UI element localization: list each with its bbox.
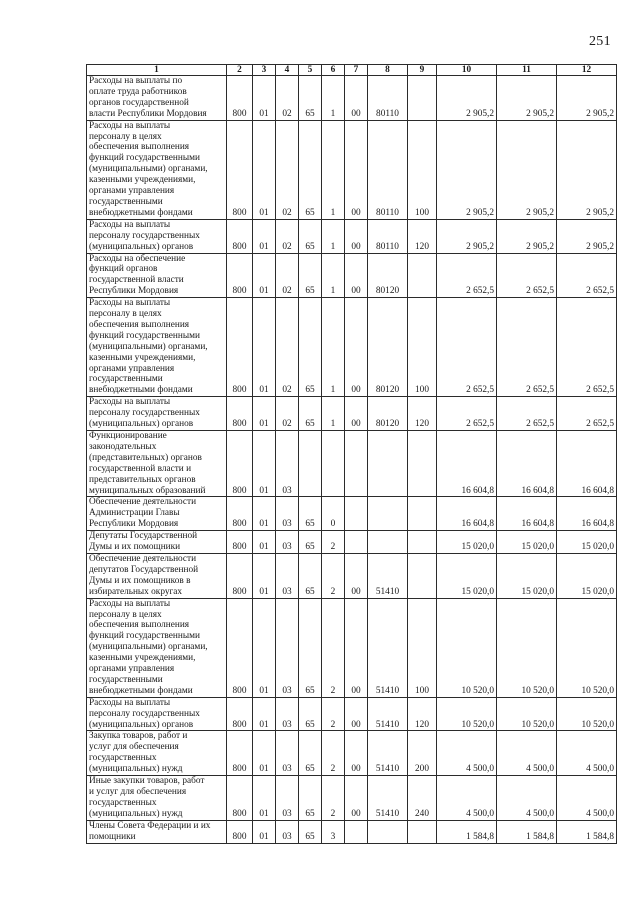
amount-col-11: 2 905,2 — [497, 120, 557, 219]
direction-code — [368, 531, 408, 554]
expense-type-code: 100 — [408, 120, 437, 219]
amount-col-12: 15 020,0 — [557, 553, 617, 598]
section-code: 01 — [253, 253, 276, 298]
table-row — [87, 298, 617, 397]
main-activity-code: 00 — [345, 397, 368, 431]
column-header: 5 — [299, 65, 322, 76]
direction-code: 80120 — [368, 397, 408, 431]
ministry-code: 800 — [227, 76, 253, 121]
direction-code: 80110 — [368, 76, 408, 121]
ministry-code: 800 — [227, 431, 253, 497]
ministry-code: 800 — [227, 731, 253, 776]
ministry-code: 800 — [227, 697, 253, 731]
subprogram-code: 1 — [322, 253, 345, 298]
amount-col-11: 2 905,2 — [497, 219, 557, 253]
expense-name: Депутаты Государственной Думы и их помощники — [87, 531, 227, 554]
amount-col-10: 16 604,8 — [437, 431, 497, 497]
main-activity-code: 00 — [345, 298, 368, 397]
subprogram-code: 1 — [322, 397, 345, 431]
amount-col-12: 4 500,0 — [557, 731, 617, 776]
ministry-code: 800 — [227, 820, 253, 843]
main-activity-code: 00 — [345, 76, 368, 121]
subsection-code: 03 — [276, 697, 299, 731]
direction-code: 51410 — [368, 598, 408, 697]
program-code: 65 — [299, 497, 322, 531]
table-header-row — [87, 65, 617, 76]
amount-col-10: 15 020,0 — [437, 553, 497, 598]
expense-type-code — [408, 431, 437, 497]
amount-col-10: 2 905,2 — [437, 76, 497, 121]
amount-col-10: 4 500,0 — [437, 776, 497, 821]
direction-code: 80110 — [368, 219, 408, 253]
section-code: 01 — [253, 397, 276, 431]
expense-name: Расходы на выплаты персоналу в целях обеспечения выполнения функций государственными (муниципальными) органами, казенными учреждениями, органами управления государственными внебюджетными фондами — [87, 120, 227, 219]
main-activity-code: 00 — [345, 553, 368, 598]
section-code: 01 — [253, 820, 276, 843]
amount-col-12: 2 905,2 — [557, 219, 617, 253]
program-code: 65 — [299, 298, 322, 397]
expense-name: Расходы на выплаты персоналу государственных (муниципальных) органов — [87, 219, 227, 253]
table-row — [87, 531, 617, 554]
table-row — [87, 697, 617, 731]
expense-name: Расходы на выплаты персоналу государственных (муниципальных) органов — [87, 397, 227, 431]
ministry-code: 800 — [227, 497, 253, 531]
ministry-code: 800 — [227, 120, 253, 219]
amount-col-10: 2 905,2 — [437, 219, 497, 253]
amount-col-11: 2 652,5 — [497, 253, 557, 298]
table-row — [87, 497, 617, 531]
section-code: 01 — [253, 531, 276, 554]
amount-col-12: 2 652,5 — [557, 397, 617, 431]
amount-col-10: 1 584,8 — [437, 820, 497, 843]
direction-code: 80120 — [368, 298, 408, 397]
subprogram-code: 2 — [322, 553, 345, 598]
amount-col-11: 15 020,0 — [497, 531, 557, 554]
program-code: 65 — [299, 731, 322, 776]
program-code: 65 — [299, 397, 322, 431]
column-header: 10 — [437, 65, 497, 76]
subsection-code: 02 — [276, 120, 299, 219]
subsection-code: 03 — [276, 497, 299, 531]
amount-col-11: 10 520,0 — [497, 697, 557, 731]
amount-col-11: 2 652,5 — [497, 397, 557, 431]
amount-col-11: 16 604,8 — [497, 497, 557, 531]
expense-name: Закупка товаров, работ и услуг для обеспечения государственных (муниципальных) нужд — [87, 731, 227, 776]
amount-col-12: 4 500,0 — [557, 776, 617, 821]
section-code: 01 — [253, 776, 276, 821]
table-row — [87, 431, 617, 497]
subsection-code: 02 — [276, 298, 299, 397]
subsection-code: 02 — [276, 76, 299, 121]
direction-code: 80110 — [368, 120, 408, 219]
amount-col-12: 2 652,5 — [557, 253, 617, 298]
expense-type-code — [408, 76, 437, 121]
column-header: 7 — [345, 65, 368, 76]
column-header: 3 — [253, 65, 276, 76]
expense-type-code: 120 — [408, 397, 437, 431]
budget-table — [86, 64, 617, 844]
expense-name: Расходы на выплаты персоналу в целях обеспечения выполнения функций государственными (муниципальными) органами, казенными учреждениями, органами управления государственными внебюджетными фондами — [87, 298, 227, 397]
amount-col-10: 2 652,5 — [437, 298, 497, 397]
subprogram-code: 2 — [322, 731, 345, 776]
section-code: 01 — [253, 219, 276, 253]
table-row — [87, 820, 617, 843]
subprogram-code: 1 — [322, 219, 345, 253]
amount-col-12: 1 584,8 — [557, 820, 617, 843]
direction-code: 51410 — [368, 553, 408, 598]
main-activity-code — [345, 497, 368, 531]
column-header: 11 — [497, 65, 557, 76]
subsection-code: 03 — [276, 431, 299, 497]
program-code: 65 — [299, 598, 322, 697]
amount-col-10: 10 520,0 — [437, 598, 497, 697]
column-header: 12 — [557, 65, 617, 76]
amount-col-12: 10 520,0 — [557, 697, 617, 731]
ministry-code: 800 — [227, 219, 253, 253]
amount-col-12: 10 520,0 — [557, 598, 617, 697]
direction-code — [368, 431, 408, 497]
subsection-code: 03 — [276, 776, 299, 821]
program-code: 65 — [299, 253, 322, 298]
subsection-code: 02 — [276, 253, 299, 298]
column-header: 1 — [87, 65, 227, 76]
expense-type-code: 120 — [408, 219, 437, 253]
section-code: 01 — [253, 431, 276, 497]
expense-type-code — [408, 820, 437, 843]
amount-col-11: 4 500,0 — [497, 731, 557, 776]
expense-name: Расходы на обеспечение функций органов государственной власти Республики Мордовия — [87, 253, 227, 298]
expense-name: Расходы на выплаты персоналу государственных (муниципальных) органов — [87, 697, 227, 731]
amount-col-12: 16 604,8 — [557, 431, 617, 497]
amount-col-12: 15 020,0 — [557, 531, 617, 554]
subprogram-code: 3 — [322, 820, 345, 843]
ministry-code: 800 — [227, 776, 253, 821]
subprogram-code: 0 — [322, 497, 345, 531]
expense-type-code — [408, 497, 437, 531]
program-code: 65 — [299, 531, 322, 554]
ministry-code: 800 — [227, 598, 253, 697]
main-activity-code: 00 — [345, 697, 368, 731]
direction-code: 80120 — [368, 253, 408, 298]
subprogram-code: 2 — [322, 598, 345, 697]
direction-code: 51410 — [368, 697, 408, 731]
ministry-code: 800 — [227, 397, 253, 431]
page-number: 251 — [589, 34, 611, 49]
direction-code — [368, 497, 408, 531]
table-row — [87, 219, 617, 253]
amount-col-11: 2 652,5 — [497, 298, 557, 397]
expense-name: Иные закупки товаров, работ и услуг для обеспечения государственных (муниципальных) нужд — [87, 776, 227, 821]
column-header: 6 — [322, 65, 345, 76]
subsection-code: 03 — [276, 531, 299, 554]
expense-type-code — [408, 253, 437, 298]
amount-col-10: 2 652,5 — [437, 397, 497, 431]
main-activity-code — [345, 431, 368, 497]
ministry-code: 800 — [227, 531, 253, 554]
expense-type-code: 240 — [408, 776, 437, 821]
table-row — [87, 253, 617, 298]
amount-col-11: 1 584,8 — [497, 820, 557, 843]
expense-name: Обеспечение деятельности Администрации Главы Республики Мордовия — [87, 497, 227, 531]
program-code: 65 — [299, 76, 322, 121]
amount-col-10: 4 500,0 — [437, 731, 497, 776]
subprogram-code — [322, 431, 345, 497]
program-code: 65 — [299, 553, 322, 598]
column-header: 8 — [368, 65, 408, 76]
direction-code: 51410 — [368, 731, 408, 776]
ministry-code: 800 — [227, 553, 253, 598]
amount-col-10: 16 604,8 — [437, 497, 497, 531]
subprogram-code: 2 — [322, 697, 345, 731]
amount-col-10: 10 520,0 — [437, 697, 497, 731]
section-code: 01 — [253, 697, 276, 731]
expense-type-code: 200 — [408, 731, 437, 776]
expense-type-code — [408, 553, 437, 598]
amount-col-11: 15 020,0 — [497, 553, 557, 598]
program-code: 65 — [299, 776, 322, 821]
direction-code — [368, 820, 408, 843]
main-activity-code: 00 — [345, 598, 368, 697]
amount-col-12: 2 652,5 — [557, 298, 617, 397]
subsection-code: 03 — [276, 731, 299, 776]
subsection-code: 03 — [276, 553, 299, 598]
amount-col-12: 2 905,2 — [557, 76, 617, 121]
section-code: 01 — [253, 298, 276, 397]
table-row — [87, 776, 617, 821]
section-code: 01 — [253, 598, 276, 697]
amount-col-10: 2 652,5 — [437, 253, 497, 298]
subprogram-code: 1 — [322, 120, 345, 219]
subsection-code: 02 — [276, 397, 299, 431]
amount-col-10: 15 020,0 — [437, 531, 497, 554]
table-row — [87, 120, 617, 219]
table-row — [87, 76, 617, 121]
section-code: 01 — [253, 553, 276, 598]
table-row — [87, 397, 617, 431]
amount-col-11: 16 604,8 — [497, 431, 557, 497]
expense-type-code — [408, 531, 437, 554]
amount-col-11: 10 520,0 — [497, 598, 557, 697]
main-activity-code: 00 — [345, 776, 368, 821]
column-header: 9 — [408, 65, 437, 76]
section-code: 01 — [253, 120, 276, 219]
main-activity-code: 00 — [345, 731, 368, 776]
program-code — [299, 431, 322, 497]
expense-name: Функционирование законодательных (представительных) органов государственной власти и представительных органов муниципальных образований — [87, 431, 227, 497]
expense-name: Расходы на выплаты по оплате труда работников органов государственной власти Республики Мордовия — [87, 76, 227, 121]
subsection-code: 03 — [276, 598, 299, 697]
column-header: 4 — [276, 65, 299, 76]
main-activity-code: 00 — [345, 253, 368, 298]
section-code: 01 — [253, 497, 276, 531]
subsection-code: 03 — [276, 820, 299, 843]
ministry-code: 800 — [227, 253, 253, 298]
section-code: 01 — [253, 76, 276, 121]
table-row — [87, 598, 617, 697]
subprogram-code: 1 — [322, 298, 345, 397]
amount-col-12: 16 604,8 — [557, 497, 617, 531]
expense-type-code: 100 — [408, 298, 437, 397]
column-header: 2 — [227, 65, 253, 76]
expense-name: Расходы на выплаты персоналу в целях обеспечения выполнения функций государственными (муниципальными) органами, казенными учреждениями, органами управления государственными внебюджетными фондами — [87, 598, 227, 697]
main-activity-code: 00 — [345, 120, 368, 219]
table-row — [87, 731, 617, 776]
main-activity-code — [345, 820, 368, 843]
subprogram-code: 2 — [322, 776, 345, 821]
amount-col-10: 2 905,2 — [437, 120, 497, 219]
program-code: 65 — [299, 820, 322, 843]
main-activity-code — [345, 531, 368, 554]
subprogram-code: 2 — [322, 531, 345, 554]
table-row — [87, 553, 617, 598]
program-code: 65 — [299, 120, 322, 219]
ministry-code: 800 — [227, 298, 253, 397]
expense-name: Обеспечение деятельности депутатов Государственной Думы и их помощников в избирательных округах — [87, 553, 227, 598]
expense-type-code: 100 — [408, 598, 437, 697]
section-code: 01 — [253, 731, 276, 776]
subsection-code: 02 — [276, 219, 299, 253]
amount-col-12: 2 905,2 — [557, 120, 617, 219]
subprogram-code: 1 — [322, 76, 345, 121]
amount-col-11: 2 905,2 — [497, 76, 557, 121]
expense-type-code: 120 — [408, 697, 437, 731]
main-activity-code: 00 — [345, 219, 368, 253]
program-code: 65 — [299, 219, 322, 253]
direction-code: 51410 — [368, 776, 408, 821]
amount-col-11: 4 500,0 — [497, 776, 557, 821]
expense-name: Члены Совета Федерации и их помощники — [87, 820, 227, 843]
program-code: 65 — [299, 697, 322, 731]
